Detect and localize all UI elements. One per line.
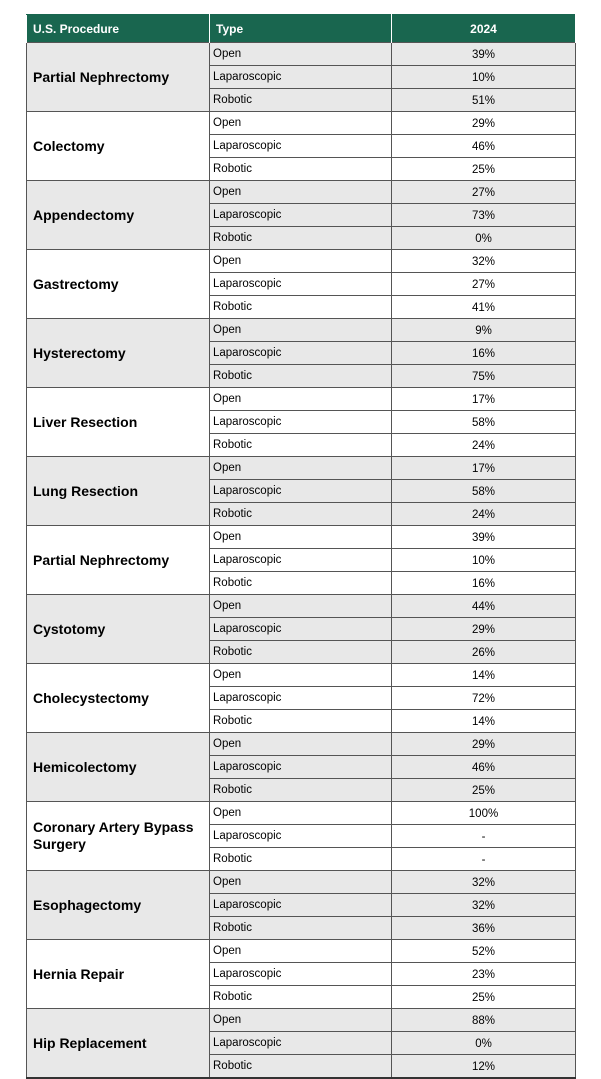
procedure-type: Robotic	[210, 1055, 392, 1079]
procedure-type: Laparoscopic	[210, 687, 392, 710]
table-row	[27, 388, 576, 411]
procedure-type: Open	[210, 250, 392, 273]
percentage-value: 32%	[392, 871, 576, 894]
percentage-value: 52%	[392, 940, 576, 963]
procedure-type: Open	[210, 526, 392, 549]
percentage-value: 26%	[392, 641, 576, 664]
percentage-value: 14%	[392, 710, 576, 733]
percentage-value: 24%	[392, 503, 576, 526]
procedure-type: Robotic	[210, 503, 392, 526]
percentage-value: 36%	[392, 917, 576, 940]
procedure-type: Laparoscopic	[210, 273, 392, 296]
percentage-value: 41%	[392, 296, 576, 319]
percentage-value: 0%	[392, 227, 576, 250]
table-row	[27, 595, 576, 618]
procedure-type: Open	[210, 319, 392, 342]
procedure-table	[26, 14, 576, 1079]
table-header	[27, 15, 576, 43]
table-row	[27, 664, 576, 687]
percentage-value: 32%	[392, 250, 576, 273]
procedure-name: Partial Nephrectomy	[27, 43, 210, 112]
procedure-type: Laparoscopic	[210, 825, 392, 848]
percentage-value: 27%	[392, 273, 576, 296]
percentage-value: 39%	[392, 526, 576, 549]
percentage-value: 58%	[392, 480, 576, 503]
percentage-value: 23%	[392, 963, 576, 986]
percentage-value: 10%	[392, 549, 576, 572]
procedure-type: Open	[210, 664, 392, 687]
procedure-type: Open	[210, 181, 392, 204]
procedure-table-container	[26, 14, 575, 1079]
procedure-name: Hemicolectomy	[27, 733, 210, 802]
header-type: Type	[210, 15, 392, 43]
procedure-type: Robotic	[210, 227, 392, 250]
procedure-type: Open	[210, 112, 392, 135]
table-row	[27, 319, 576, 342]
percentage-value: 46%	[392, 135, 576, 158]
procedure-type: Robotic	[210, 296, 392, 319]
percentage-value: 73%	[392, 204, 576, 227]
percentage-value: 16%	[392, 342, 576, 365]
procedure-name: Hip Replacement	[27, 1009, 210, 1079]
table-row	[27, 871, 576, 894]
procedure-name: Coronary Artery Bypass Surgery	[27, 802, 210, 871]
procedure-type: Laparoscopic	[210, 480, 392, 503]
header-year: 2024	[392, 15, 576, 43]
table-row	[27, 733, 576, 756]
percentage-value: -	[392, 825, 576, 848]
procedure-name: Esophagectomy	[27, 871, 210, 940]
procedure-type: Laparoscopic	[210, 894, 392, 917]
table-row	[27, 181, 576, 204]
procedure-type: Laparoscopic	[210, 963, 392, 986]
table-row	[27, 940, 576, 963]
procedure-type: Robotic	[210, 848, 392, 871]
percentage-value: 25%	[392, 158, 576, 181]
percentage-value: 17%	[392, 457, 576, 480]
procedure-name: Cystotomy	[27, 595, 210, 664]
table-row	[27, 112, 576, 135]
table-row	[27, 457, 576, 480]
procedure-type: Open	[210, 1009, 392, 1032]
procedure-type: Open	[210, 457, 392, 480]
table-row	[27, 43, 576, 66]
header-procedure: U.S. Procedure	[27, 15, 210, 43]
procedure-type: Laparoscopic	[210, 204, 392, 227]
procedure-type: Robotic	[210, 710, 392, 733]
table-body	[27, 43, 576, 1079]
procedure-type: Laparoscopic	[210, 756, 392, 779]
percentage-value: 46%	[392, 756, 576, 779]
procedure-type: Open	[210, 43, 392, 66]
procedure-type: Open	[210, 802, 392, 825]
percentage-value: 14%	[392, 664, 576, 687]
percentage-value: 75%	[392, 365, 576, 388]
percentage-value: 25%	[392, 779, 576, 802]
procedure-type: Open	[210, 940, 392, 963]
procedure-type: Robotic	[210, 365, 392, 388]
procedure-type: Open	[210, 733, 392, 756]
procedure-type: Laparoscopic	[210, 135, 392, 158]
percentage-value: 72%	[392, 687, 576, 710]
procedure-type: Laparoscopic	[210, 66, 392, 89]
percentage-value: 27%	[392, 181, 576, 204]
procedure-name: Partial Nephrectomy	[27, 526, 210, 595]
percentage-value: 44%	[392, 595, 576, 618]
procedure-type: Robotic	[210, 89, 392, 112]
procedure-type: Robotic	[210, 641, 392, 664]
procedure-type: Robotic	[210, 986, 392, 1009]
procedure-name: Appendectomy	[27, 181, 210, 250]
procedure-type: Robotic	[210, 917, 392, 940]
procedure-name: Liver Resection	[27, 388, 210, 457]
percentage-value: 88%	[392, 1009, 576, 1032]
percentage-value: -	[392, 848, 576, 871]
procedure-name: Colectomy	[27, 112, 210, 181]
procedure-type: Open	[210, 871, 392, 894]
percentage-value: 17%	[392, 388, 576, 411]
percentage-value: 51%	[392, 89, 576, 112]
percentage-value: 9%	[392, 319, 576, 342]
procedure-type: Open	[210, 388, 392, 411]
procedure-type: Robotic	[210, 158, 392, 181]
percentage-value: 39%	[392, 43, 576, 66]
percentage-value: 32%	[392, 894, 576, 917]
percentage-value: 100%	[392, 802, 576, 825]
table-row	[27, 1009, 576, 1032]
percentage-value: 24%	[392, 434, 576, 457]
percentage-value: 10%	[392, 66, 576, 89]
percentage-value: 29%	[392, 618, 576, 641]
table-row	[27, 802, 576, 825]
procedure-type: Laparoscopic	[210, 411, 392, 434]
percentage-value: 29%	[392, 733, 576, 756]
procedure-type: Laparoscopic	[210, 549, 392, 572]
percentage-value: 29%	[392, 112, 576, 135]
procedure-type: Robotic	[210, 779, 392, 802]
percentage-value: 25%	[392, 986, 576, 1009]
percentage-value: 16%	[392, 572, 576, 595]
header-row	[27, 15, 576, 43]
procedure-name: Lung Resection	[27, 457, 210, 526]
table-row	[27, 250, 576, 273]
procedure-type: Laparoscopic	[210, 1032, 392, 1055]
procedure-name: Cholecystectomy	[27, 664, 210, 733]
percentage-value: 0%	[392, 1032, 576, 1055]
procedure-type: Open	[210, 595, 392, 618]
procedure-name: Hernia Repair	[27, 940, 210, 1009]
percentage-value: 12%	[392, 1055, 576, 1079]
procedure-type: Robotic	[210, 572, 392, 595]
percentage-value: 58%	[392, 411, 576, 434]
procedure-name: Gastrectomy	[27, 250, 210, 319]
procedure-type: Laparoscopic	[210, 342, 392, 365]
procedure-type: Laparoscopic	[210, 618, 392, 641]
table-row	[27, 526, 576, 549]
procedure-name: Hysterectomy	[27, 319, 210, 388]
procedure-type: Robotic	[210, 434, 392, 457]
